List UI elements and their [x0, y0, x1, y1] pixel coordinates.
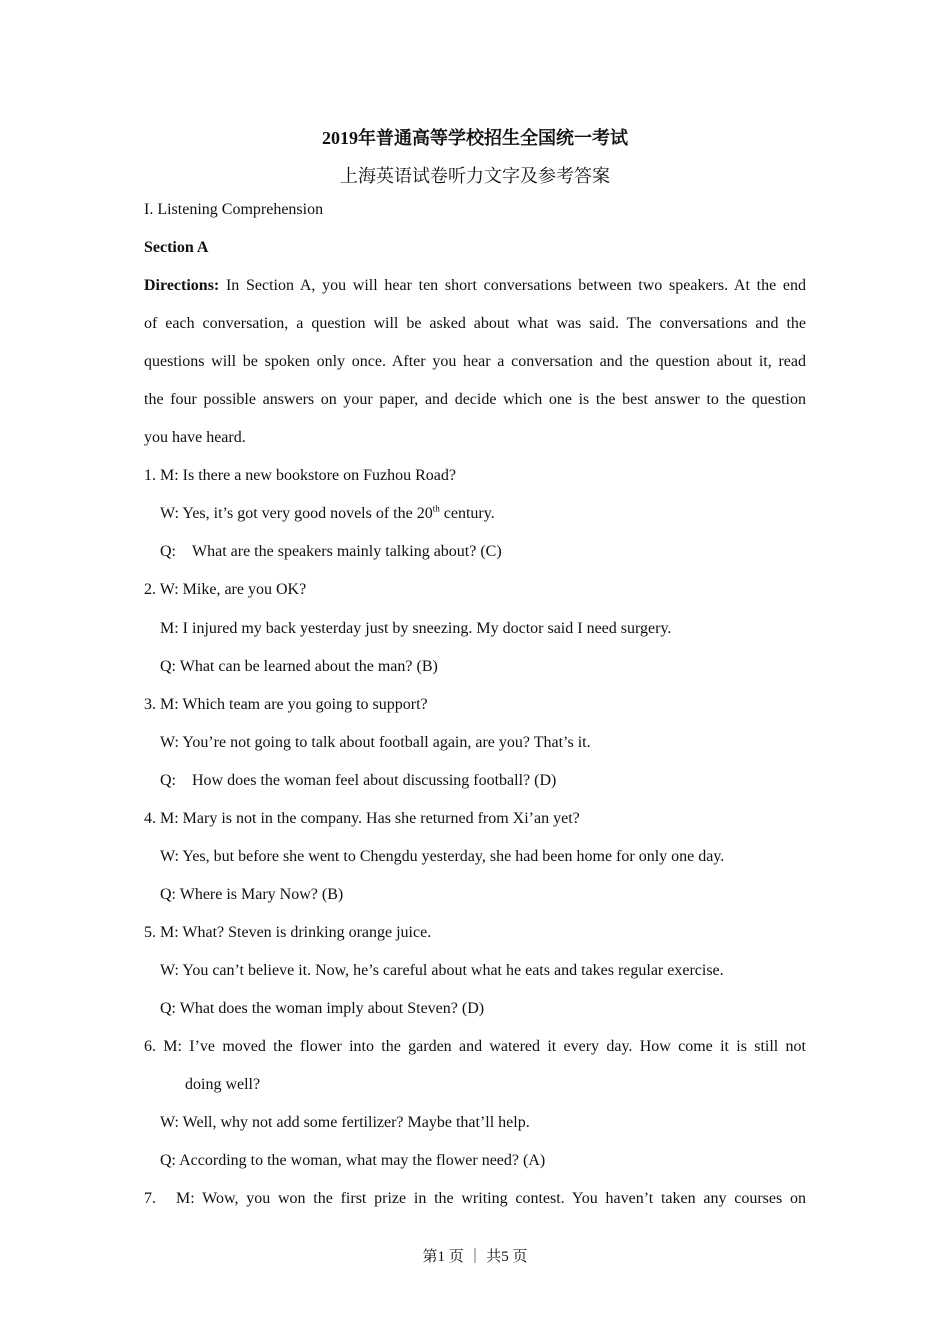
directions-line-2: of each conversation, a question will be asked about what was said. The conversations and the [144, 315, 806, 332]
q1-w-text: W: Yes, it’s got very good novels of the 20 [160, 505, 433, 522]
q6-question: Q: According to the woman, what may the flower need? (A) [160, 1152, 546, 1169]
q7-number: 7. [144, 1190, 156, 1207]
q5-line-2: W: You can’t believe it. Now, he’s careful about what he eats and takes regular exercise. [160, 962, 724, 979]
directions-line-1 [144, 277, 806, 295]
q3-line-2: W: You’re not going to talk about football again, are you? That’s it. [160, 734, 591, 751]
q1-line-2 [160, 505, 495, 523]
q1-question-prefix: Q: [160, 543, 176, 560]
q2-line-2: M: I injured my back yesterday just by sneezing. My doctor said I need surgery. [160, 620, 672, 637]
q1-line-1: 1. M: Is there a new bookstore on Fuzhou Road? [144, 467, 456, 484]
q4-line-1: 4. M: Mary is not in the company. Has she returned from Xi’an yet? [144, 810, 580, 827]
q6-line-2: W: Well, why not add some fertilizer? Maybe that’ll help. [160, 1114, 530, 1131]
q7-line-1 [144, 1190, 806, 1208]
section-heading: Section A [144, 239, 209, 256]
q1-superscript: th [432, 503, 440, 514]
q5-line-1: 5. M: What? Steven is drinking orange juice. [144, 924, 432, 941]
directions-line-4: the four possible answers on your paper, and decide which one is the best answer to the question [144, 391, 806, 408]
q4-question: Q: Where is Mary Now? (B) [160, 886, 344, 903]
q2-line-1: 2. W: Mike, are you OK? [144, 581, 307, 598]
q5-question: Q: What does the woman imply about Steven? (D) [160, 1000, 485, 1017]
document-title: 2019年普通高等学校招生全国统一考试 [322, 128, 628, 148]
document-subtitle: 上海英语试卷听力文字及参考答案 [340, 166, 610, 186]
directions-line-3: questions will be spoken only once. After you hear a conversation and the question about it, read [144, 353, 806, 370]
directions-label: Directions: [144, 277, 220, 294]
directions-text: In Section A, you will hear ten short conversations between two speakers. At the end [219, 277, 806, 294]
q1-question [160, 543, 502, 561]
q6-line-1-cont: doing well? [185, 1076, 261, 1093]
q3-question-text: How does the woman feel about discussing football? (D) [192, 772, 557, 789]
q4-line-2: W: Yes, but before she went to Chengdu yesterday, she had been home for only one day. [160, 848, 725, 865]
q1-w-text-end: century. [439, 505, 495, 522]
q7-text: M: Wow, you won the first prize in the writing contest. You haven’t taken any courses on [176, 1190, 806, 1207]
directions-line-5: you have heard. [144, 429, 246, 446]
page-footer: 第1 页 ｜ 共5 页 [422, 1249, 528, 1265]
q3-question [160, 772, 556, 790]
q1-question-text: What are the speakers mainly talking about? (C) [192, 543, 502, 560]
q6-line-1: 6. M: I’ve moved the flower into the garden and watered it every day. How come it is still not [144, 1038, 806, 1055]
q3-question-prefix: Q: [160, 772, 176, 789]
q2-question: Q: What can be learned about the man? (B) [160, 658, 438, 675]
part-heading: I. Listening Comprehension [144, 201, 324, 218]
q3-line-1: 3. M: Which team are you going to support? [144, 696, 428, 713]
